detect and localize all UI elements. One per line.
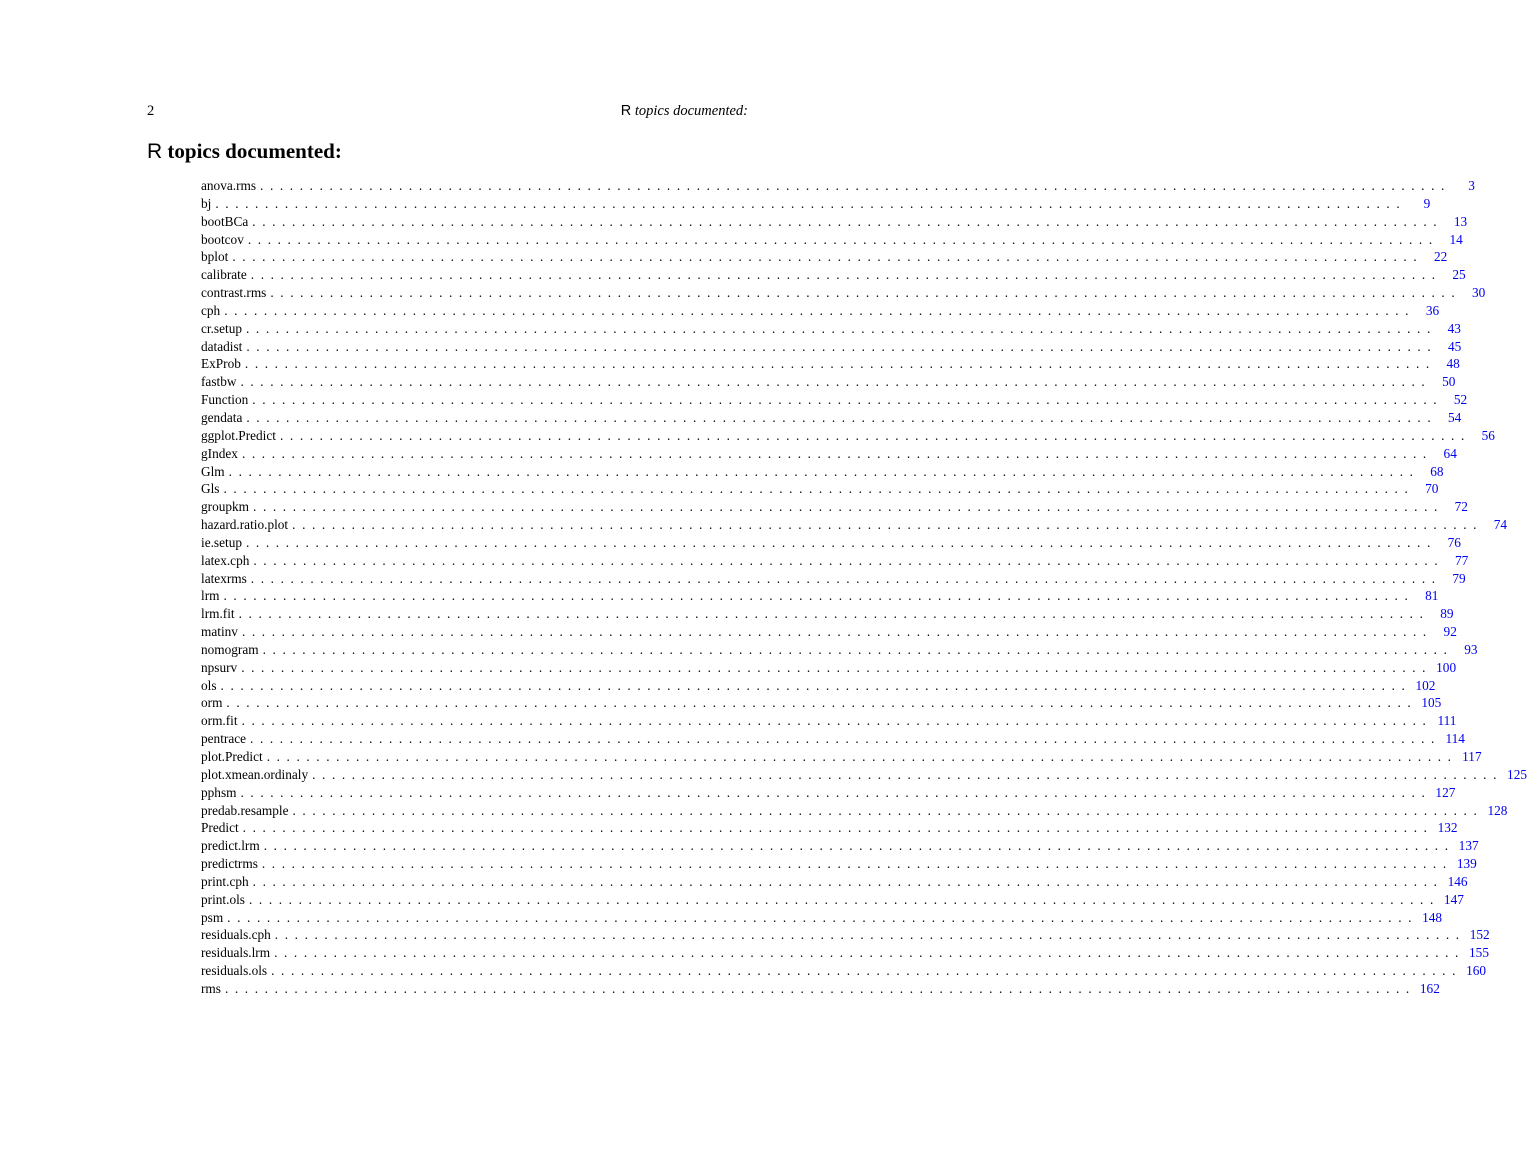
toc-leader-dots: ........................................................................................................................ xyxy=(292,517,1484,533)
toc-leader-dots: ........................................................................................................................ xyxy=(241,713,1433,729)
toc-page-link[interactable]: 100 xyxy=(1436,659,1457,675)
toc-page-link[interactable]: 81 xyxy=(1425,588,1439,604)
toc-page-link[interactable]: 162 xyxy=(1419,980,1440,996)
toc-entry[interactable] xyxy=(201,891,1464,909)
toc-entry[interactable] xyxy=(201,195,1431,213)
toc-leader-dots: ........................................................................................................................ xyxy=(250,267,1442,283)
toc-page-link[interactable]: 72 xyxy=(1454,499,1468,515)
toc-leader-dots: ........................................................................................................................ xyxy=(252,392,1444,408)
toc-entry-name: matinv xyxy=(201,624,238,640)
toc-page-link[interactable]: 13 xyxy=(1453,213,1468,229)
toc-entry-name: anova.rms xyxy=(201,178,257,193)
toc-entry[interactable] xyxy=(201,980,1440,998)
toc-entry-name: gendata xyxy=(201,409,243,425)
toc-leader-dots: ........................................................................................................................ xyxy=(228,463,1420,479)
toc-entry[interactable] xyxy=(201,587,1439,605)
toc-entry-name: bplot xyxy=(201,249,229,265)
toc-entry-name: ie.setup xyxy=(201,534,242,550)
toc-entry-name: lrm.fit xyxy=(201,606,235,622)
toc-entry-name: ggplot.Predict xyxy=(201,427,276,443)
toc-leader-dots: ........................................................................................................................ xyxy=(242,820,1434,836)
toc-leader-dots: ........................................................................................................................ xyxy=(312,766,1503,782)
toc-page-link[interactable]: 36 xyxy=(1425,302,1440,318)
toc-page-link[interactable]: 160 xyxy=(1466,963,1487,979)
toc-entry[interactable] xyxy=(201,659,1457,677)
toc-page-link[interactable]: 89 xyxy=(1440,606,1454,622)
toc-entry[interactable] xyxy=(201,463,1444,481)
toc-leader-dots: ........................................................................................................................ xyxy=(241,659,1433,675)
toc-entry[interactable] xyxy=(201,266,1466,284)
running-head xyxy=(621,103,748,120)
toc-entry[interactable] xyxy=(201,855,1477,873)
toc-entry-name: npsurv xyxy=(201,659,238,675)
toc-entry[interactable] xyxy=(201,926,1490,944)
toc-leader-dots: ........................................................................................................................ xyxy=(246,534,1437,550)
toc-entry[interactable] xyxy=(201,284,1486,302)
toc-leader-dots: ........................................................................................................................ xyxy=(261,856,1453,872)
toc-leader-dots: ........................................................................................................................ xyxy=(224,302,1416,318)
toc-entry[interactable] xyxy=(201,623,1457,641)
toc-leader-dots: ........................................................................................................................ xyxy=(246,338,1438,354)
toc-leader-dots: ........................................................................................................................ xyxy=(227,909,1419,925)
toc-page-link[interactable]: 3 xyxy=(1468,178,1475,193)
toc-page-link[interactable]: 54 xyxy=(1447,409,1462,425)
toc-entry[interactable] xyxy=(201,570,1466,588)
toc-entry[interactable] xyxy=(201,498,1468,516)
toc-leader-dots: ........................................................................................................................ xyxy=(238,606,1430,622)
toc-page-link[interactable]: 22 xyxy=(1433,249,1448,265)
toc-entry[interactable] xyxy=(201,302,1440,320)
toc-entry[interactable] xyxy=(201,837,1479,855)
toc-entry-name: Predict xyxy=(201,820,239,836)
toc-entry[interactable] xyxy=(201,177,1475,195)
toc-entry-name: ols xyxy=(201,677,217,693)
toc-entry[interactable] xyxy=(201,730,1465,748)
toc-leader-dots: ........................................................................................................................ xyxy=(252,873,1444,889)
toc-entry-name: predictrms xyxy=(201,856,258,872)
toc-page-link[interactable]: 155 xyxy=(1469,945,1489,961)
toc-page-link[interactable]: 92 xyxy=(1443,624,1457,640)
toc-entry[interactable] xyxy=(201,766,1527,784)
toc-entry-name: cr.setup xyxy=(201,320,242,336)
toc-page-link[interactable]: 125 xyxy=(1507,766,1527,782)
toc-page-link[interactable]: 14 xyxy=(1449,231,1463,247)
toc-entry[interactable] xyxy=(201,909,1443,927)
toc-entry[interactable] xyxy=(201,641,1478,659)
toc-leader-dots: ........................................................................................................................ xyxy=(246,320,1437,336)
toc-leader-dots: ........................................................................................................................ xyxy=(292,802,1484,818)
section-title xyxy=(147,139,342,164)
toc-leader-dots: ........................................................................................................................ xyxy=(215,195,1407,211)
toc-entry-name: print.ols xyxy=(201,891,245,907)
toc-entry[interactable] xyxy=(201,409,1462,427)
toc-entry[interactable] xyxy=(201,213,1468,231)
toc-leader-dots: ........................................................................................................................ xyxy=(247,231,1439,247)
toc-leader-dots: ........................................................................................................................ xyxy=(240,784,1432,800)
toc-entry-name: lrm xyxy=(201,588,220,604)
toc-entry[interactable] xyxy=(201,784,1456,802)
toc-entry-name: Gls xyxy=(201,481,220,497)
toc-entry[interactable] xyxy=(201,391,1468,409)
toc-page-link[interactable]: 139 xyxy=(1456,856,1477,872)
toc-leader-dots: ........................................................................................................................ xyxy=(223,588,1415,604)
toc-page-link[interactable]: 137 xyxy=(1458,838,1479,854)
toc-leader-dots: ........................................................................................................................ xyxy=(253,552,1445,568)
toc-page-link[interactable]: 147 xyxy=(1443,891,1464,907)
toc-entry[interactable] xyxy=(201,516,1508,534)
toc-entry-name: bj xyxy=(201,195,212,211)
toc-page-link[interactable]: 76 xyxy=(1447,534,1461,550)
toc-leader-dots: ........................................................................................................................ xyxy=(260,178,1451,193)
toc-entry-name: plot.xmean.ordinaly xyxy=(201,766,309,782)
toc-entry-name: psm xyxy=(201,909,224,925)
toc-leader-dots: ........................................................................................................................ xyxy=(220,677,1412,693)
toc-leader-dots: ........................................................................................................................ xyxy=(223,481,1415,497)
toc-page-link[interactable]: 114 xyxy=(1445,731,1465,747)
toc-page-link[interactable]: 48 xyxy=(1446,356,1460,372)
toc-entry[interactable] xyxy=(201,802,1508,820)
toc-entry[interactable] xyxy=(201,819,1458,837)
toc-list xyxy=(201,177,1527,998)
toc-entry[interactable] xyxy=(201,677,1436,695)
toc-entry-name: bootcov xyxy=(201,231,244,247)
toc-entry-name: Function xyxy=(201,392,249,408)
toc-entry-name: predict.lrm xyxy=(201,838,260,854)
toc-leader-dots: ........................................................................................................................ xyxy=(274,927,1466,943)
toc-page-link[interactable]: 77 xyxy=(1454,552,1469,568)
toc-leader-dots: ........................................................................................................................ xyxy=(248,891,1440,907)
toc-leader-dots: ........................................................................................................................ xyxy=(250,731,1441,747)
toc-leader-dots: ........................................................................................................................ xyxy=(263,838,1455,854)
toc-leader-dots: ........................................................................................................................ xyxy=(240,374,1432,390)
toc-leader-dots: ........................................................................................................................ xyxy=(252,213,1444,229)
toc-entry-name: residuals.ols xyxy=(201,963,268,979)
toc-entry[interactable] xyxy=(201,962,1487,980)
toc-entry[interactable] xyxy=(201,873,1468,891)
toc-entry-name: pentrace xyxy=(201,731,247,747)
section-title-r: R xyxy=(147,140,163,163)
toc-page-link[interactable]: 50 xyxy=(1442,374,1456,390)
toc-entry-name: calibrate xyxy=(201,267,247,283)
toc-entry-name: datadist xyxy=(201,338,243,354)
running-head-r: R xyxy=(620,103,632,119)
toc-entry-name: plot.Predict xyxy=(201,749,263,764)
toc-page-link[interactable]: 64 xyxy=(1443,445,1457,461)
toc-page-link[interactable]: 68 xyxy=(1430,463,1444,479)
toc-page-link[interactable]: 70 xyxy=(1425,481,1439,497)
toc-page-link[interactable]: 127 xyxy=(1435,784,1456,800)
toc-leader-dots: ........................................................................................................................ xyxy=(226,695,1418,711)
toc-entry[interactable] xyxy=(201,427,1495,445)
toc-leader-dots: ........................................................................................................................ xyxy=(274,945,1465,961)
toc-page-link[interactable]: 111 xyxy=(1437,713,1457,729)
toc-page-link[interactable]: 105 xyxy=(1421,695,1442,711)
toc-leader-dots: ........................................................................................................................ xyxy=(224,980,1416,996)
toc-entry-name: latex.cph xyxy=(201,552,250,568)
toc-page-link[interactable]: 45 xyxy=(1447,338,1462,354)
toc-page-link[interactable]: 117 xyxy=(1462,749,1482,764)
toc-leader-dots: ........................................................................................................................ xyxy=(241,445,1433,461)
toc-entry[interactable] xyxy=(201,748,1482,766)
page-number: 2 xyxy=(147,103,155,119)
toc-entry-name: Glm xyxy=(201,463,225,479)
toc-entry[interactable] xyxy=(201,373,1456,391)
toc-page-link[interactable]: 128 xyxy=(1487,802,1508,818)
toc-leader-dots: ........................................................................................................................ xyxy=(241,624,1433,640)
toc-entry-name: orm.fit xyxy=(201,713,238,729)
toc-entry-name: gIndex xyxy=(201,445,238,461)
toc-page-link[interactable]: 146 xyxy=(1447,873,1468,889)
toc-entry-name: fastbw xyxy=(201,374,237,390)
toc-leader-dots: ........................................................................................................................ xyxy=(244,356,1436,372)
toc-leader-dots: ........................................................................................................................ xyxy=(250,570,1442,586)
toc-entry[interactable] xyxy=(201,605,1454,623)
section-title-text: topics documented: xyxy=(162,139,342,163)
toc-entry-name: groupkm xyxy=(201,499,250,515)
toc-entry-name: cph xyxy=(201,302,221,318)
toc-entry-name: contrast.rms xyxy=(201,285,267,301)
toc-leader-dots: ........................................................................................................................ xyxy=(279,427,1471,443)
toc-entry[interactable] xyxy=(201,712,1457,730)
toc-page-link[interactable]: 93 xyxy=(1464,641,1478,657)
toc-page-link[interactable]: 102 xyxy=(1415,677,1436,693)
toc-entry-name: residuals.cph xyxy=(201,927,271,943)
toc-entry-name: bootBCa xyxy=(201,213,249,229)
toc-entry[interactable] xyxy=(201,320,1461,338)
toc-entry[interactable] xyxy=(201,944,1489,962)
toc-entry-name: print.cph xyxy=(201,873,249,889)
toc-page-link[interactable]: 52 xyxy=(1453,392,1468,408)
toc-entry[interactable] xyxy=(201,445,1457,463)
toc-entry-name: orm xyxy=(201,695,223,711)
toc-entry[interactable] xyxy=(201,231,1463,249)
toc-leader-dots: ........................................................................................................................ xyxy=(270,285,1462,301)
toc-entry-name: residuals.lrm xyxy=(201,945,271,961)
toc-leader-dots: ........................................................................................................................ xyxy=(232,249,1424,265)
toc-entry[interactable] xyxy=(201,338,1462,356)
toc-leader-dots: ........................................................................................................................ xyxy=(266,749,1458,764)
toc-entry[interactable] xyxy=(201,552,1469,570)
toc-entry[interactable] xyxy=(201,694,1442,712)
toc-entry-name: ExProb xyxy=(201,356,241,372)
toc-entry-name: predab.resample xyxy=(201,802,289,818)
toc-page-link[interactable]: 148 xyxy=(1422,909,1443,925)
toc-page-link[interactable]: 152 xyxy=(1469,927,1490,943)
toc-leader-dots: ........................................................................................................................ xyxy=(253,499,1444,515)
page-header xyxy=(147,103,748,121)
toc-leader-dots: ........................................................................................................................ xyxy=(246,409,1438,425)
toc-page-link[interactable]: 132 xyxy=(1437,820,1458,836)
toc-entry[interactable] xyxy=(201,248,1448,266)
toc-entry[interactable] xyxy=(201,480,1439,498)
running-head-text: topics documented: xyxy=(631,103,748,119)
toc-page-link[interactable]: 74 xyxy=(1493,517,1508,533)
toc-entry-name: pphsm xyxy=(201,784,237,800)
toc-leader-dots: ........................................................................................................................ xyxy=(262,641,1454,657)
toc-page-link[interactable]: 25 xyxy=(1452,267,1466,283)
toc-entry-name: hazard.ratio.plot xyxy=(201,517,289,533)
toc-entry-name: latexrms xyxy=(201,570,247,586)
toc-page-link[interactable]: 30 xyxy=(1471,285,1486,301)
toc-leader-dots: ........................................................................................................................ xyxy=(271,963,1463,979)
toc-page-link[interactable]: 79 xyxy=(1452,570,1466,586)
toc-entry-name: rms xyxy=(201,980,221,996)
toc-page-link[interactable]: 43 xyxy=(1447,320,1461,336)
toc-entry[interactable] xyxy=(201,355,1460,373)
toc-page-link[interactable]: 56 xyxy=(1481,427,1495,443)
toc-page-link[interactable]: 9 xyxy=(1423,195,1431,211)
toc-entry[interactable] xyxy=(201,534,1461,552)
toc-entry-name: nomogram xyxy=(201,641,259,657)
